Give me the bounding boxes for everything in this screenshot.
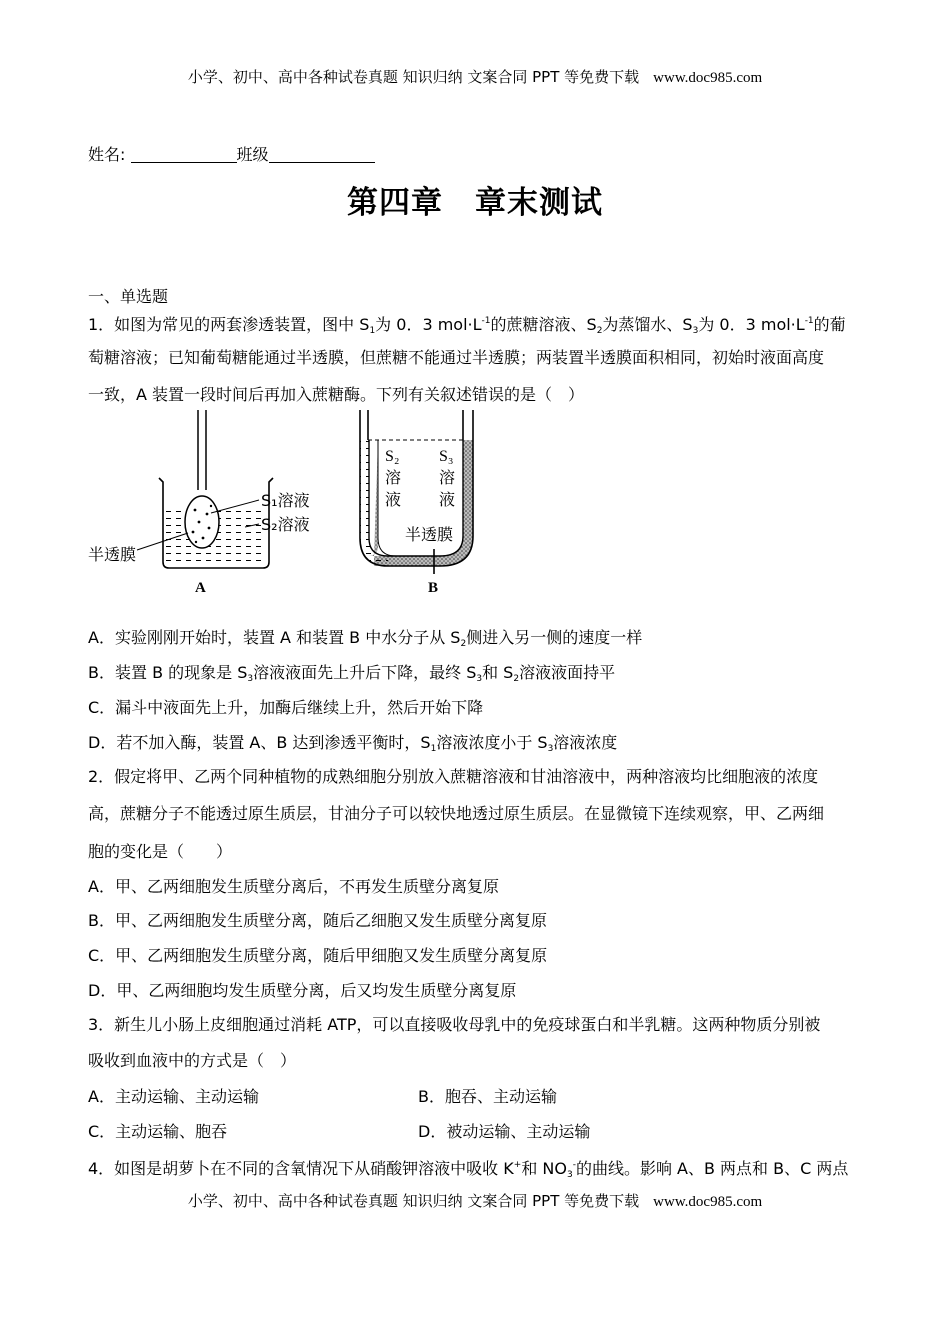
- q2-option-a[interactable]: A．甲、乙两细胞发生质壁分离后，不再发生质壁分离复原: [88, 877, 499, 896]
- q3-option-d[interactable]: D．被动运输、主动运输: [418, 1122, 591, 1141]
- q4-line1: 4．如图是胡萝卜在不同的含氧情况下从硝酸钾溶液中吸收 K+和 $NO_3^-$的曲线。影响 A、B 两点和 B、C 两点: [88, 1159, 849, 1180]
- b-rong-left: 溶: [385, 468, 402, 487]
- q1-line3: 一致，A 装置一段时间后再加入蔗糖酶。下列有关叙述错误的是（ ）: [88, 385, 585, 404]
- q1-option-d[interactable]: D．若不加入酶，装置 A、B 达到渗透平衡时，$S_1$溶液浓度小于 $S_3$溶液浓度: [88, 733, 618, 754]
- q1-line2: 萄糖溶液；已知葡萄糖能通过半透膜，但蔗糖不能通过半透膜；两装置半透膜面积相同，初始时液面高度: [88, 348, 825, 367]
- q2-option-c[interactable]: C．甲、乙两细胞发生质壁分离，随后甲细胞又发生质壁分离复原: [88, 946, 548, 965]
- footer-site: www.doc985.com: [653, 1194, 763, 1210]
- name-blank: [131, 146, 237, 163]
- section-heading: 一、单选题: [88, 287, 169, 306]
- class-blank: [269, 146, 375, 163]
- a-membrane-label: 半透膜: [88, 545, 137, 564]
- footer-text: 小学、初中、高中各种试卷真题 知识归纳 文案合同 PPT 等免费下载: [187, 1192, 640, 1210]
- q3-option-a[interactable]: A．主动运输、主动运输: [88, 1087, 259, 1106]
- osmosis-figure: [85, 410, 525, 596]
- a-s2-label: S₂溶液: [261, 515, 310, 534]
- a-label: A: [195, 580, 206, 596]
- device-b: [360, 410, 473, 596]
- b-ye-right: 液: [439, 490, 456, 509]
- header-site: www.doc985.com: [653, 70, 763, 86]
- b-s2-label: S₂: [385, 448, 400, 465]
- page-header: [0, 67, 950, 88]
- page-footer: [0, 1191, 950, 1212]
- q2-option-d[interactable]: D．甲、乙两细胞均发生质壁分离，后又均发生质壁分离复原: [88, 981, 517, 1000]
- q1-option-a[interactable]: A．实验刚刚开始时，装置 A 和装置 B 中水分子从 $S_2$侧进入另一侧的速度一样: [88, 628, 643, 649]
- q2-line2: 高，蔗糖分子不能透过原生质层，甘油分子可以较快地透过原生质层。在显微镜下连续观察，甲、乙两细: [88, 804, 825, 823]
- b-rong-right: 溶: [439, 468, 456, 487]
- a-s1-label: S₁溶液: [261, 491, 310, 510]
- q3-option-c[interactable]: C．主动运输、胞吞: [88, 1122, 228, 1141]
- q2-option-b[interactable]: B．甲、乙两细胞发生质壁分离，随后乙细胞又发生质壁分离复原: [88, 911, 547, 930]
- q3-line2: 吸收到血液中的方式是（ ）: [88, 1051, 297, 1070]
- b-membrane-label: 半透膜: [405, 525, 454, 544]
- class-label: 班级: [236, 145, 269, 164]
- q1-line1: 1．如图为常见的两套渗透装置，图中 $S_1$为 0．3 $mol\cdot L^{-1}$的蔗糖溶液、$S_2$为蒸馏水、$S_3$为 0．3 $mol\cdot L^{-1}$的葡: [88, 315, 846, 336]
- q2-line1: 2．假定将甲、乙两个同种植物的成熟细胞分别放入蔗糖溶液和甘油溶液中，两种溶液均比细胞液的浓度: [88, 767, 819, 786]
- q2-line3: 胞的变化是（ ）: [88, 842, 233, 861]
- name-class-line: [88, 143, 375, 167]
- q3-line1: 3．新生儿小肠上皮细胞通过消耗 ATP，可以直接吸收母乳中的免疫球蛋白和半乳糖。这两种物质分别被: [88, 1015, 821, 1034]
- q3-option-b[interactable]: B．胞吞、主动运输: [418, 1087, 557, 1106]
- page-title: 第四章 章末测试: [347, 185, 603, 221]
- q1-option-c[interactable]: C．漏斗中液面先上升，加酶后继续上升，然后开始下降: [88, 698, 484, 717]
- q1-option-b[interactable]: B．装置 B 的现象是 $S_3$溶液液面先上升后下降，最终 $S_3$和 $S_2$溶液液面持平: [88, 663, 616, 684]
- b-ye-left: 液: [385, 490, 402, 509]
- header-text: 小学、初中、高中各种试卷真题 知识归纳 文案合同 PPT 等免费下载: [187, 68, 640, 86]
- device-a: [88, 410, 310, 596]
- name-label: 姓名:: [88, 145, 126, 164]
- b-label: B: [428, 580, 439, 596]
- b-s3-label: S₃: [439, 448, 454, 465]
